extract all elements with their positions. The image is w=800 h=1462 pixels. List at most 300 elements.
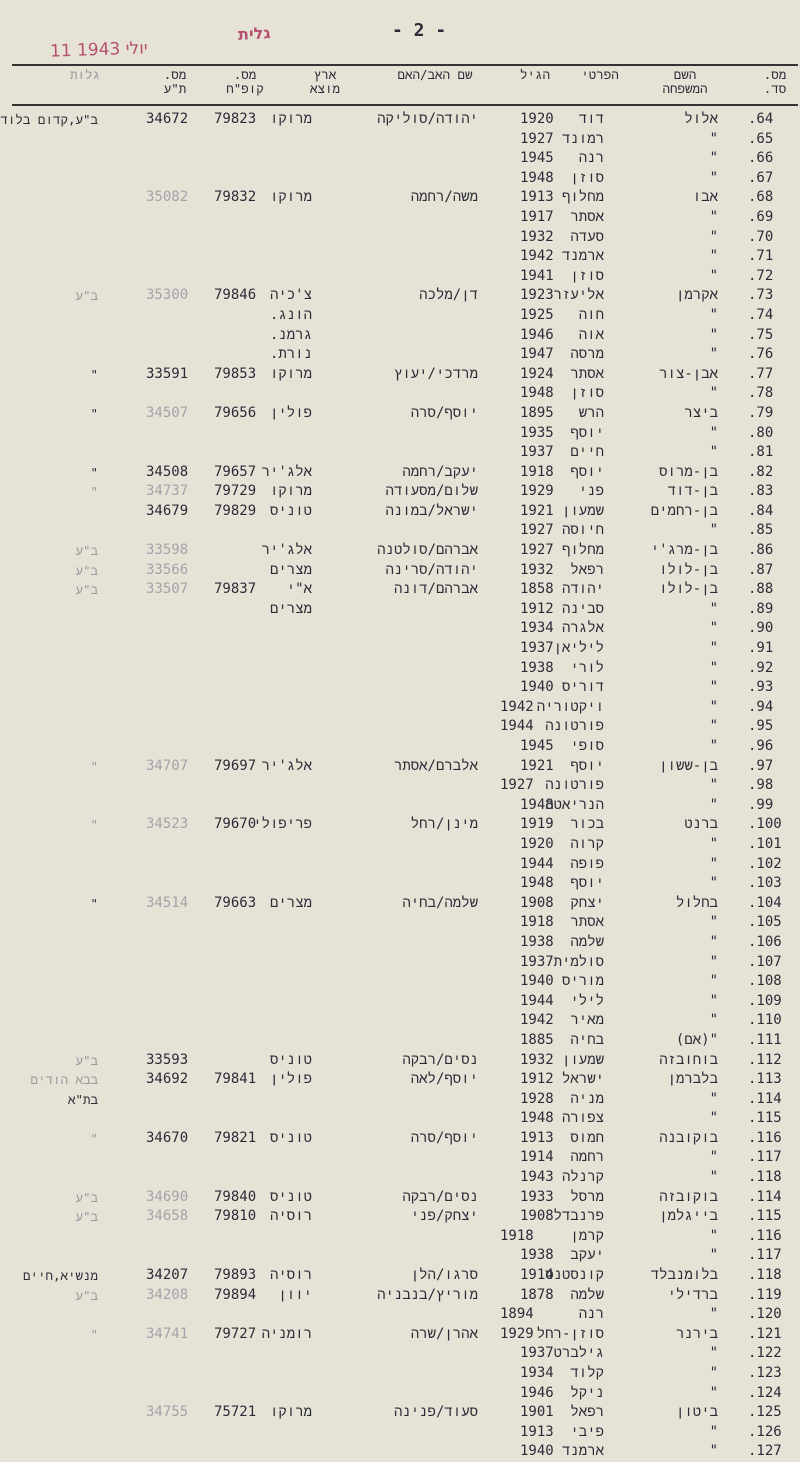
family-name: בן-רחמים (650, 502, 718, 519)
first-name: אסתר (570, 914, 604, 931)
row-number: .112 (748, 1051, 782, 1068)
birth-year: 1934 (520, 1365, 554, 1381)
family-name: " (709, 130, 718, 147)
id-number: 35082 (146, 189, 189, 206)
table-row (0, 678, 800, 698)
id-number: 33566 (146, 561, 189, 578)
birth-year: 1929 (500, 1325, 534, 1342)
table-row (0, 992, 800, 1012)
destination-note: " (90, 758, 98, 774)
row-number: .94 (748, 698, 774, 715)
birth-year: 1878 (520, 1286, 554, 1303)
parents-names: דן/מלכה (419, 287, 478, 304)
parents-names: שלום/מסעודה (385, 483, 478, 500)
row-number: .82 (748, 463, 774, 480)
date-stamp: 11 יולי 1943 (49, 38, 148, 62)
first-name: פרנבדל (553, 1208, 604, 1225)
birth-year: 1948 (520, 875, 554, 892)
birth-year: 1925 (520, 306, 554, 323)
parents-names: אהרן/שרה (410, 1325, 478, 1342)
kupah-number: 79657 (214, 463, 257, 480)
country-of-origin: אלג'יר (261, 757, 312, 774)
birth-year: 1937 (520, 444, 554, 461)
id-number: 34508 (146, 463, 189, 480)
id-number: 34707 (146, 757, 189, 774)
first-name: רמונד (561, 130, 604, 147)
birth-year: 1943 (520, 1169, 554, 1186)
country-of-origin: מרוקו (269, 1404, 312, 1421)
family-name: ברדילי (667, 1286, 718, 1303)
parents-names: ישראל/במונה (385, 502, 478, 519)
first-name: רפאל (570, 561, 604, 578)
family-name: בן-דוד (667, 483, 718, 500)
birth-year: 1945 (520, 738, 554, 754)
table-row (0, 1031, 800, 1051)
family-name: " (709, 326, 718, 343)
birth-year: 1914 (520, 1149, 554, 1166)
id-number: 33507 (146, 581, 189, 598)
family-name: " (709, 248, 718, 265)
id-number: 34690 (146, 1188, 189, 1205)
table-row (0, 580, 800, 600)
country-of-origin: מרוקו (269, 365, 312, 382)
first-name: חיוסה (561, 522, 604, 539)
first-name: פני (578, 483, 604, 500)
first-name: חיים (570, 444, 604, 461)
country-of-origin: צ'כיה (269, 287, 312, 304)
table-row (0, 208, 800, 228)
row-number: .90 (748, 620, 774, 637)
family-name: " (709, 1227, 718, 1244)
family-name: " (709, 698, 718, 715)
row-number: .122 (748, 1345, 782, 1362)
family-name: " (709, 1345, 718, 1362)
table-row (0, 541, 800, 561)
family-name: " (709, 1149, 718, 1166)
row-number: .108 (748, 973, 782, 990)
country-of-origin: מרוקו (269, 483, 312, 500)
birth-year: 1948 (520, 1110, 554, 1127)
birth-year: 1921 (520, 502, 554, 519)
kupah-number: 79832 (214, 189, 257, 206)
table-row (0, 874, 800, 894)
row-number: .114 (748, 1090, 782, 1107)
table-row (0, 619, 800, 639)
family-name: בירנר (675, 1325, 718, 1342)
family-name: " (709, 522, 718, 539)
birth-year: 1934 (520, 620, 554, 637)
row-number: .91 (748, 640, 774, 657)
family-name: " (709, 1365, 718, 1381)
family-name: " (709, 659, 718, 676)
destination-note: " (90, 895, 98, 911)
destination-note: מנשיא,חיים (22, 1268, 98, 1284)
birth-year: 1937 (520, 640, 554, 657)
birth-year: 1918 (500, 1227, 534, 1244)
country-of-origin: טוניס (269, 1129, 312, 1146)
parents-names: יצחק/פני (410, 1208, 478, 1225)
id-number: 34514 (146, 894, 189, 911)
birth-year: 1933 (520, 1188, 554, 1205)
row-number: .113 (748, 1071, 782, 1088)
table-row (0, 365, 800, 385)
kupah-number: 79893 (214, 1267, 257, 1284)
destination-note: ב"ע (75, 543, 98, 559)
parents-names: אברהם/סולטנה (377, 542, 478, 559)
table-row (0, 1011, 800, 1031)
birth-year: 1937 (520, 953, 554, 970)
country-of-origin: יוון (278, 1286, 312, 1303)
kupah-number: 79656 (214, 404, 257, 421)
parents-names: יוסף/סרה (410, 404, 478, 421)
destination-note: " (90, 817, 98, 833)
parents-names: נסים/רבקה (402, 1188, 478, 1205)
table-row (0, 561, 800, 581)
row-number: .70 (748, 228, 774, 245)
first-name: קלוד (570, 1365, 604, 1381)
first-name: רפאל (570, 1404, 604, 1421)
family-name: " (709, 1110, 718, 1127)
first-name: לילי (570, 992, 604, 1009)
row-number: .119 (748, 1286, 782, 1303)
family-name: ביצר (684, 404, 718, 421)
parents-names: יהודה/סוליקה (377, 111, 478, 127)
id-number: 34207 (146, 1267, 189, 1284)
family-name: בן-לולו (659, 581, 718, 598)
destination-note: " (90, 1326, 98, 1342)
table-row (0, 228, 800, 248)
table-row (0, 482, 800, 502)
birth-year: 1942 (520, 1012, 554, 1029)
kupah-number: 79823 (214, 111, 257, 127)
first-name: בחיה (570, 1031, 604, 1048)
country-of-origin: מרוקו (269, 189, 312, 206)
kupah-number: 79670 (214, 816, 257, 833)
row-number: .107 (748, 953, 782, 970)
birth-year: 1927 (520, 130, 554, 147)
country-of-origin: פולין (269, 404, 312, 421)
birth-year: 1920 (520, 111, 554, 127)
table-row (0, 110, 800, 130)
row-number: .84 (748, 502, 774, 519)
kupah-number: 79837 (214, 581, 257, 598)
first-name: פופה (570, 855, 604, 872)
table-row (0, 972, 800, 992)
id-number: 34670 (146, 1129, 189, 1146)
row-number: .97 (748, 757, 774, 774)
col-head-destination: גלות (69, 67, 100, 82)
birth-year: 1927 (500, 777, 534, 794)
birth-year: 1908 (520, 1208, 554, 1225)
kupah-number: 79821 (214, 1129, 257, 1146)
table-row (0, 149, 800, 169)
first-name: בכור (570, 816, 604, 833)
table-row (0, 306, 800, 326)
birth-year: 1918 (520, 463, 554, 480)
country-of-origin: נורת. (269, 346, 312, 363)
family-name: אקרמן (675, 287, 718, 304)
birth-year: 1944 (520, 855, 554, 872)
family-name: " (709, 855, 718, 872)
birth-year: 1920 (520, 835, 554, 852)
first-name: מאיר (570, 1012, 604, 1029)
birth-year: 1946 (520, 1384, 554, 1401)
family-name: בן-ששון (659, 757, 718, 774)
first-name: רחמה (570, 1149, 604, 1166)
table-row (0, 384, 800, 404)
family-name: ברנט (684, 816, 718, 833)
parents-names: שלמה/בחיה (402, 894, 478, 911)
first-name: סוזן (570, 385, 604, 402)
table-row (0, 463, 800, 483)
table-row (0, 404, 800, 424)
first-name: מחלוף (561, 189, 604, 206)
parents-names: סעוד/פנינה (393, 1404, 478, 1421)
parents-names: מינן/רחל (410, 816, 478, 833)
birth-year: 1938 (520, 1247, 554, 1264)
parents-names: מרדכי/יעוץ (393, 365, 478, 382)
row-number: .65 (748, 130, 774, 147)
id-number: 34741 (146, 1325, 189, 1342)
first-name: הנריאטה (545, 796, 604, 813)
birth-year: 1941 (520, 267, 554, 284)
row-number: .73 (748, 287, 774, 304)
kupah-number: 79810 (214, 1208, 257, 1225)
family-name: בחלול (675, 894, 718, 911)
table-row (0, 1109, 800, 1129)
row-number: .88 (748, 581, 774, 598)
country-of-origin: פריפולי (253, 816, 312, 833)
birth-year: 1895 (520, 404, 554, 421)
family-name: " (709, 1247, 718, 1264)
first-name: יצחק (570, 894, 604, 911)
table-row (0, 855, 800, 875)
header-rule-bottom (12, 104, 798, 106)
row-number: .124 (748, 1384, 782, 1401)
birth-year: 1944 (520, 992, 554, 1009)
table-row (0, 1384, 800, 1404)
table-row (0, 815, 800, 835)
parents-names: אברהם/דונה (393, 581, 478, 598)
first-name: סבינה (561, 600, 604, 617)
table-row (0, 1129, 800, 1149)
country-of-origin: טוניס (269, 502, 312, 519)
family-name: " (709, 228, 718, 245)
birth-year: 1913 (520, 1129, 554, 1146)
family-name: " (709, 1090, 718, 1107)
family-name: ביטון (675, 1404, 718, 1421)
family-name: " (709, 933, 718, 950)
table-row (0, 1246, 800, 1266)
table-row (0, 933, 800, 953)
family-name: בן-מרוס (659, 463, 718, 480)
first-name: יוסף (570, 875, 604, 892)
row-number: .110 (748, 1012, 782, 1029)
table-row (0, 1286, 800, 1306)
kupah-number: 79846 (214, 287, 257, 304)
birth-year: 1929 (520, 483, 554, 500)
kupah-number: 79853 (214, 365, 257, 382)
first-name: יוסף (570, 463, 604, 480)
id-number: 34507 (146, 404, 189, 421)
row-number: .105 (748, 914, 782, 931)
first-name: מוריס (561, 973, 604, 990)
birth-year: 1932 (520, 228, 554, 245)
first-name: דוריס (561, 679, 604, 696)
row-number: .93 (748, 679, 774, 696)
table-row (0, 913, 800, 933)
family-name: בלומנבלד (650, 1267, 718, 1284)
table-row (0, 1423, 800, 1443)
row-number: .69 (748, 208, 774, 225)
table-row (0, 953, 800, 973)
family-name: " (709, 208, 718, 225)
page-number: - 2 - (392, 20, 447, 41)
first-name: קונסטנס (545, 1267, 604, 1284)
table-row (0, 1403, 800, 1423)
birth-year: 1927 (520, 522, 554, 539)
birth-year: 1935 (520, 424, 554, 441)
table-row (0, 835, 800, 855)
parents-names: יוסף/לאה (410, 1071, 478, 1088)
row-number: .115 (748, 1110, 782, 1127)
first-name: אסתר (570, 365, 604, 382)
row-number: .100 (748, 816, 782, 833)
id-number: 35300 (146, 287, 189, 304)
first-name: קרנלה (561, 1169, 604, 1186)
first-name: סוזן-רחל (536, 1325, 604, 1342)
parents-names: אלברם/אסתר (393, 757, 478, 774)
table-row (0, 600, 800, 620)
parents-names: סרגו/הלן (410, 1267, 478, 1284)
col-head-parents: שם האב/האם (397, 67, 473, 82)
row-number: .81 (748, 444, 774, 461)
col-head-age: הגיל (519, 67, 550, 82)
family-name: " (709, 267, 718, 284)
first-name: מניה (570, 1090, 604, 1107)
country-of-origin: מצרים (269, 600, 312, 617)
country-of-origin: אלג'יר (261, 463, 312, 480)
table-row (0, 639, 800, 659)
birth-year: 1938 (520, 933, 554, 950)
country-of-origin: מרוקו (269, 111, 312, 127)
birth-year: 1923 (520, 287, 554, 304)
family-name: " (709, 973, 718, 990)
table-row (0, 326, 800, 346)
first-name: הרש (578, 404, 604, 421)
parents-names: מוריץ/בנבניה (377, 1286, 478, 1303)
family-name: " (709, 1012, 718, 1029)
destination-note: בבא הודים (30, 1072, 98, 1088)
kupah-number: 79840 (214, 1188, 257, 1205)
table-row (0, 169, 800, 189)
table-row (0, 757, 800, 777)
col-head-kupah: מס. קופ"ח (226, 67, 264, 96)
first-name: גילברט (553, 1345, 604, 1362)
first-name: מרסה (570, 346, 604, 363)
country-of-origin: הונג. (269, 306, 312, 323)
row-number: .92 (748, 659, 774, 676)
parents-names: יוסף/סרה (410, 1129, 478, 1146)
row-number: .117 (748, 1149, 782, 1166)
country-of-origin: מצרים (269, 894, 312, 911)
id-number: 34672 (146, 111, 189, 127)
family-name: " (709, 600, 718, 617)
first-name: פיבי (570, 1423, 604, 1440)
header-rule-top (12, 64, 798, 66)
family-name: בן-לולו (659, 561, 718, 578)
first-name: יוסף (570, 424, 604, 441)
birth-year: 1921 (520, 757, 554, 774)
birth-year: 1932 (520, 561, 554, 578)
row-number: .99 (748, 796, 774, 813)
row-number: .78 (748, 385, 774, 402)
row-number: .71 (748, 248, 774, 265)
family-name: " (709, 796, 718, 813)
family-name: אבו (692, 189, 718, 206)
birth-year: 1917 (520, 208, 554, 225)
destination-note: " (90, 405, 98, 421)
table-row (0, 247, 800, 267)
first-name: אליעזר (553, 287, 604, 304)
birth-year: 1948 (520, 169, 554, 186)
family-name: " (709, 875, 718, 892)
country-of-origin: פולין (269, 1071, 312, 1088)
row-number: .83 (748, 483, 774, 500)
id-number: 34692 (146, 1071, 189, 1088)
birth-year: 1924 (520, 365, 554, 382)
first-name: צפורה (561, 1110, 604, 1127)
row-number: .98 (748, 777, 774, 794)
kupah-number: 79729 (214, 483, 257, 500)
row-number: .95 (748, 718, 774, 735)
row-number: .114 (748, 1188, 782, 1205)
family-name: " (709, 777, 718, 794)
row-number: .75 (748, 326, 774, 343)
birth-year: 1885 (520, 1031, 554, 1048)
row-number: .86 (748, 542, 774, 559)
table-row (0, 130, 800, 150)
register-table (0, 110, 800, 1462)
row-number: .102 (748, 855, 782, 872)
first-name: חוה (578, 306, 604, 323)
row-number: .126 (748, 1423, 782, 1440)
destination-note: ב"ע (75, 1052, 98, 1068)
col-head-tz: מס. ת"ע (163, 67, 187, 96)
first-name: אוה (578, 326, 604, 343)
row-number: .96 (748, 738, 774, 754)
table-row (0, 796, 800, 816)
row-number: .64 (748, 111, 774, 127)
id-number: 34523 (146, 816, 189, 833)
row-number: .115 (748, 1208, 782, 1225)
birth-year: 1940 (520, 1443, 554, 1460)
family-name: " (709, 953, 718, 970)
id-number: 34737 (146, 483, 189, 500)
birth-year: 1914 (520, 1267, 554, 1284)
first-name: לורי (570, 659, 604, 676)
kupah-number: 79727 (214, 1325, 257, 1342)
family-name: " (709, 718, 718, 735)
destination-note: בת"א (67, 1091, 98, 1107)
table-row (0, 1227, 800, 1247)
birth-year: 1942 (500, 698, 534, 715)
row-number: .109 (748, 992, 782, 1009)
row-number: .103 (748, 875, 782, 892)
table-row (0, 502, 800, 522)
row-number: .116 (748, 1129, 782, 1146)
first-name: יעקב (570, 1247, 604, 1264)
